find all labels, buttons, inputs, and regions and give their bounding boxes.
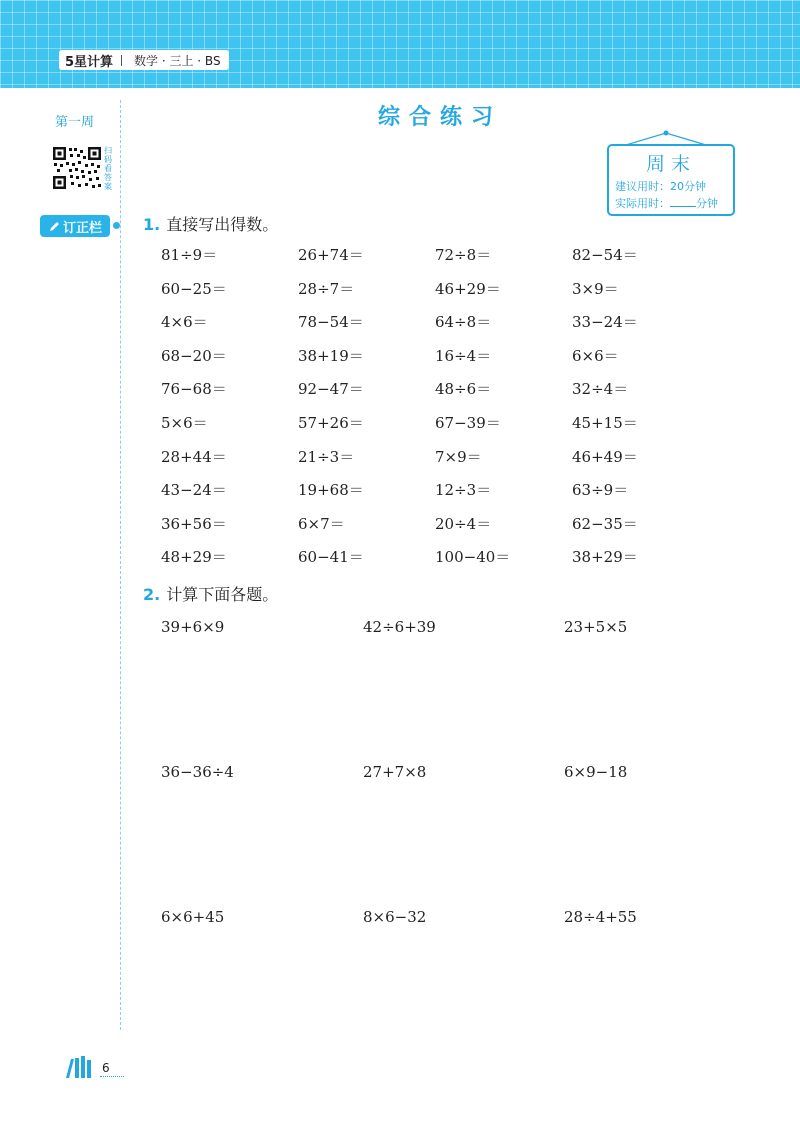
books-icon	[64, 1055, 96, 1079]
section-1-title	[143, 212, 278, 235]
written-calculation-problem: 28÷4+55	[564, 908, 637, 926]
actual-time-blank[interactable]	[670, 196, 696, 207]
weekend-time-box	[607, 144, 735, 216]
mental-math-problem: 26+74＝	[298, 246, 364, 264]
section-1-instruction: 直接写出得数。	[166, 215, 279, 234]
mental-math-problem: 63÷9＝	[572, 481, 629, 500]
mental-math-problem: 38+29＝	[572, 548, 638, 567]
qr-caption: 扫码看答案	[104, 146, 112, 191]
mental-math-problem: 48÷6＝	[435, 380, 492, 399]
mental-math-problem: 43−24＝	[161, 481, 227, 500]
mental-math-problem: 38+19＝	[298, 346, 364, 365]
mental-math-problem: 45+15＝	[572, 413, 638, 432]
written-calculation-problem: 23+5×5	[564, 618, 628, 636]
book-subject: 数学 · 三上 · BS	[134, 53, 221, 68]
written-calculation-problem: 42÷6+39	[363, 618, 436, 636]
mental-math-problem: 32÷4＝	[572, 380, 629, 399]
actual-time	[615, 195, 727, 211]
mental-math-problem: 19+68＝	[298, 481, 364, 500]
mental-math-problem: 57+26＝	[298, 413, 364, 432]
mental-math-grid	[161, 244, 721, 580]
page-number: 6	[100, 1061, 124, 1077]
mental-math-problem: 100−40＝	[435, 548, 511, 567]
mental-math-problem: 48+29＝	[161, 548, 227, 567]
mental-math-problem: 82−54＝	[572, 246, 638, 264]
week-label: 第一周	[55, 115, 95, 130]
written-calculation-problem: 39+6×9	[161, 618, 225, 636]
qr-code-icon[interactable]	[51, 145, 103, 191]
mental-math-problem: 46+49＝	[572, 447, 638, 466]
mental-math-problem: 64÷8＝	[435, 313, 492, 332]
pencil-icon	[48, 220, 61, 233]
mental-math-problem: 3×9＝	[572, 279, 619, 298]
section-2-title	[143, 582, 278, 605]
mental-math-problem: 12÷3＝	[435, 481, 492, 500]
page-header-band	[0, 0, 800, 88]
written-calculation-problem: 6×9−18	[564, 763, 628, 781]
mental-math-problem: 20÷4＝	[435, 514, 492, 533]
mental-math-problem: 21÷3＝	[298, 447, 355, 466]
section-2-instruction: 计算下面各题。	[166, 585, 279, 604]
mental-math-problem: 4×6＝	[161, 313, 208, 332]
written-calculation-problem: 6×6+45	[161, 908, 225, 926]
suggested-time: 建议用时：20分钟	[615, 180, 706, 193]
tag-divider	[121, 55, 122, 66]
mental-math-problem: 67−39＝	[435, 413, 501, 432]
written-calculation-problem: 27+7×8	[363, 763, 427, 781]
mental-math-problem: 72÷8＝	[435, 246, 492, 264]
book-tag	[59, 50, 229, 70]
mental-math-problem: 68−20＝	[161, 346, 227, 365]
mental-math-problem: 28+44＝	[161, 447, 227, 466]
mental-math-problem: 81÷9＝	[161, 246, 218, 264]
mental-math-problem: 16÷4＝	[435, 346, 492, 365]
weekend-title: 周末	[645, 153, 696, 175]
mental-math-problem: 7×9＝	[435, 447, 482, 466]
margin-divider	[120, 100, 121, 1030]
mental-math-problem: 62−35＝	[572, 514, 638, 533]
mental-math-problem: 36+56＝	[161, 514, 227, 533]
mental-math-problem: 60−41＝	[298, 548, 364, 567]
section-1-number: 1.	[143, 215, 161, 234]
written-calculation-grid	[161, 618, 721, 1053]
mental-math-problem: 76−68＝	[161, 380, 227, 399]
mental-math-problem: 6×7＝	[298, 514, 345, 533]
mental-math-problem: 92−47＝	[298, 380, 364, 399]
mental-math-problem: 6×6＝	[572, 346, 619, 365]
mental-math-problem: 46+29＝	[435, 279, 501, 298]
correction-dot	[113, 222, 120, 229]
correction-label: 订正栏	[62, 220, 102, 236]
book-brand: 5星计算	[65, 54, 114, 70]
actual-time-label: 实际用时：	[615, 197, 670, 210]
correction-column-tag	[40, 215, 110, 237]
section-2-number: 2.	[143, 585, 161, 604]
written-calculation-problem: 8×6−32	[363, 908, 427, 926]
mental-math-problem: 78−54＝	[298, 313, 364, 332]
mental-math-problem: 5×6＝	[161, 413, 208, 432]
mental-math-problem: 33−24＝	[572, 313, 638, 332]
mental-math-problem: 60−25＝	[161, 279, 227, 298]
actual-time-unit: 分钟	[696, 197, 718, 210]
written-calculation-problem: 36−36÷4	[161, 763, 234, 781]
mental-math-problem: 28÷7＝	[298, 279, 355, 298]
page-title: 综合练习	[377, 105, 502, 130]
